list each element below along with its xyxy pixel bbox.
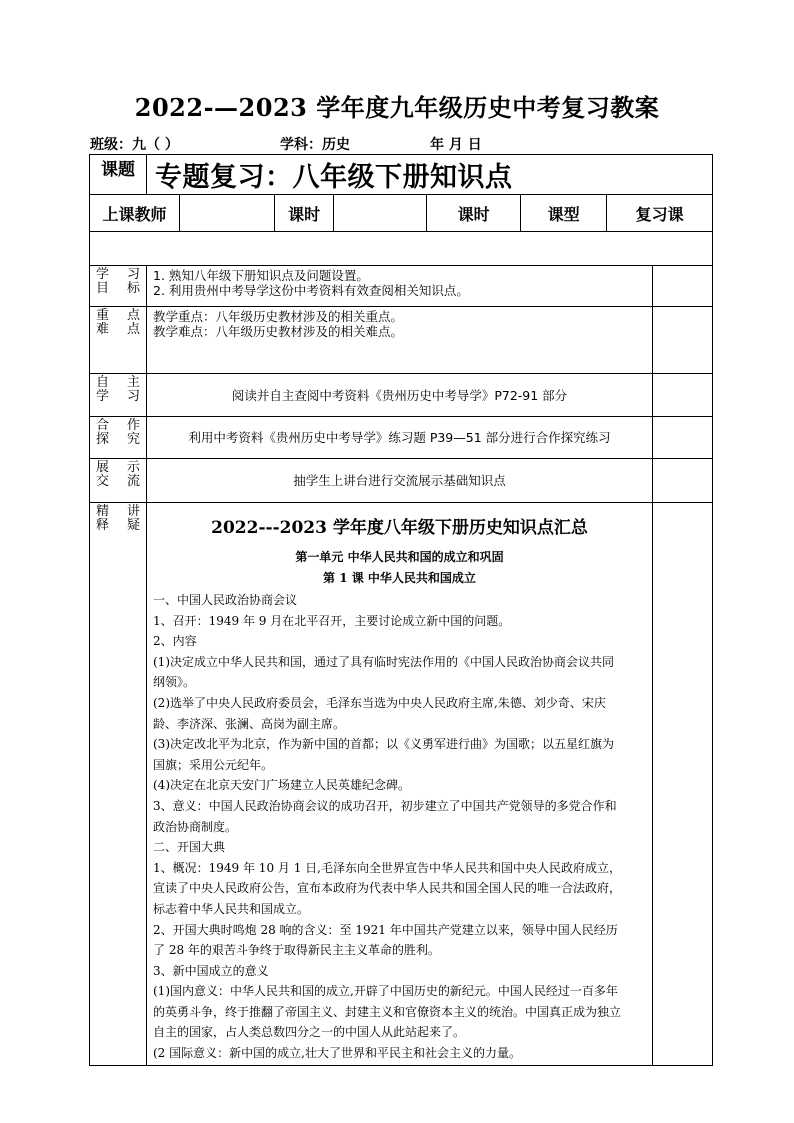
paragraph: (4)决定在北京天安门广场建立人民英雄纪念碑。 — [153, 778, 410, 793]
paragraph: 3、意义：中国人民政治协商会议的成功召开，初步建立了中国共产党领导的多党合作和政治协商制度。 — [153, 798, 617, 834]
presentation-label: 展 示 交 流 — [90, 459, 147, 503]
goal-label: 学 习 目 标 — [90, 266, 147, 307]
topic-title: 专题复习：八年级下册知识点 — [147, 155, 713, 195]
cooperation-row — [90, 417, 713, 459]
blank-row — [90, 232, 713, 266]
teacher-row — [90, 195, 713, 232]
paragraph: (1)决定成立中华人民共和国，通过了具有临时宪法作用的《中国人民政治协商会议共同纲领》。 — [153, 654, 615, 690]
date-field: 年 月 日 — [430, 137, 482, 153]
teacher-value — [180, 195, 275, 231]
key-content — [147, 307, 653, 374]
self-study-row — [90, 374, 713, 417]
goal-item: 1. 熟知八年级下册知识点及问题设置。 — [153, 268, 369, 283]
paragraph: 一、中国人民政治协商会议 — [153, 593, 298, 607]
lesson-heading: 第 1 课 中华人民共和国成立 — [323, 571, 476, 585]
page-title: 2022-—2023 学年度九年级历史中考复习教案 — [134, 93, 660, 122]
goal-item: 2. 利用贵州中考导学这份中考资料有效查阅相关知识点。 — [153, 283, 469, 298]
class-field: 班级：九（ ） — [90, 137, 179, 153]
cooperation-content: 利用中考资料《贵州历史中考导学》练习题 P39—51 部分进行合作探究练习 — [147, 417, 653, 459]
teacher-label: 上课教师 — [90, 195, 180, 231]
period-label: 课时 — [275, 195, 334, 231]
explanation-label: 精 讲 释 疑 — [90, 503, 147, 1066]
presentation-row — [90, 459, 713, 503]
explanation-row — [90, 503, 713, 1066]
lesson-plan-table — [89, 154, 713, 1066]
key-row — [90, 307, 713, 374]
paragraph: 二、开国大典 — [153, 840, 226, 855]
paragraph: (2)选举了中央人民政府委员会，毛泽东当选为中央人民政府主席,朱德、刘少奇、宋庆龄、李济深、张澜、高岗为副主席。 — [153, 695, 606, 731]
topic-row — [90, 155, 713, 195]
subject-field: 学科：历史 — [280, 137, 350, 153]
topic-label: 课题 — [90, 155, 147, 195]
paragraph: 1、概况：1949 年 10 月 1 日,毛泽东向全世界宣告中华人民共和国中央人民政府成立，宣读了中央人民政府公告，宣布本政府为代表中华人民共和国全国人民的唯一合法政府，标志着中华人民共和国成立。 — [153, 860, 622, 916]
paragraph: 2、内容 — [153, 634, 197, 649]
paragraph: 3、新中国成立的意义 — [153, 963, 269, 978]
unit-heading: 第一单元 中华人民共和国的成立和巩固 — [295, 550, 504, 564]
cooperation-label: 合 作 探 究 — [90, 417, 147, 459]
self-study-label: 自 主 学 习 — [90, 374, 147, 417]
presentation-content: 抽学生上讲台进行交流展示基础知识点 — [147, 459, 653, 503]
goal-row — [90, 266, 713, 307]
paragraph: 2、开国大典时鸣炮 28 响的含义：至 1921 年中国共产党建立以来，领导中国人民经历了 28 年的艰苦斗争终于取得新民主主义革命的胜利。 — [153, 922, 618, 958]
type-label: 课型 — [521, 195, 607, 231]
summary-title: 2022---2023 学年度八年级下册历史知识点汇总 — [211, 518, 588, 538]
key-item: 教学难点：八年级历史教材涉及的相关难点。 — [153, 324, 404, 339]
self-study-content: 阅读并自主查阅中考资料《贵州历史中考导学》P72-91 部分 — [147, 374, 653, 417]
goal-content — [147, 266, 653, 307]
paragraph: (2 国际意义：新中国的成立,壮大了世界和平民主和社会主义的力量。 — [153, 1046, 521, 1061]
explanation-content — [147, 503, 653, 1066]
period-value — [334, 195, 427, 231]
summary-body — [147, 590, 629, 1064]
type-value: 复习课 — [635, 204, 684, 224]
period-label-2: 课时 — [427, 195, 521, 231]
key-item: 教学重点：八年级历史教材涉及的相关重点。 — [153, 309, 404, 324]
paragraph: (1)国内意义：中华人民共和国的成立,开辟了中国历史的新纪元。中国人民经过一百多年的英勇斗争，终于推翻了帝国主义、封建主义和官僚资本主义的统治。中国真正成为独立自主的国家，占人类总数四分之一的中国人从此站起来了。 — [153, 984, 622, 1040]
key-label: 重 点 难 点 — [90, 307, 147, 374]
paragraph: (3)决定改北平为北京，作为新中国的首都；以《义勇军进行曲》为国歌；以五星红旗为国旗；采用公元纪年。 — [153, 737, 615, 772]
paragraph: 1、召开：1949 年 9 月在北平召开，主要讨论成立新中国的问题。 — [153, 613, 511, 628]
